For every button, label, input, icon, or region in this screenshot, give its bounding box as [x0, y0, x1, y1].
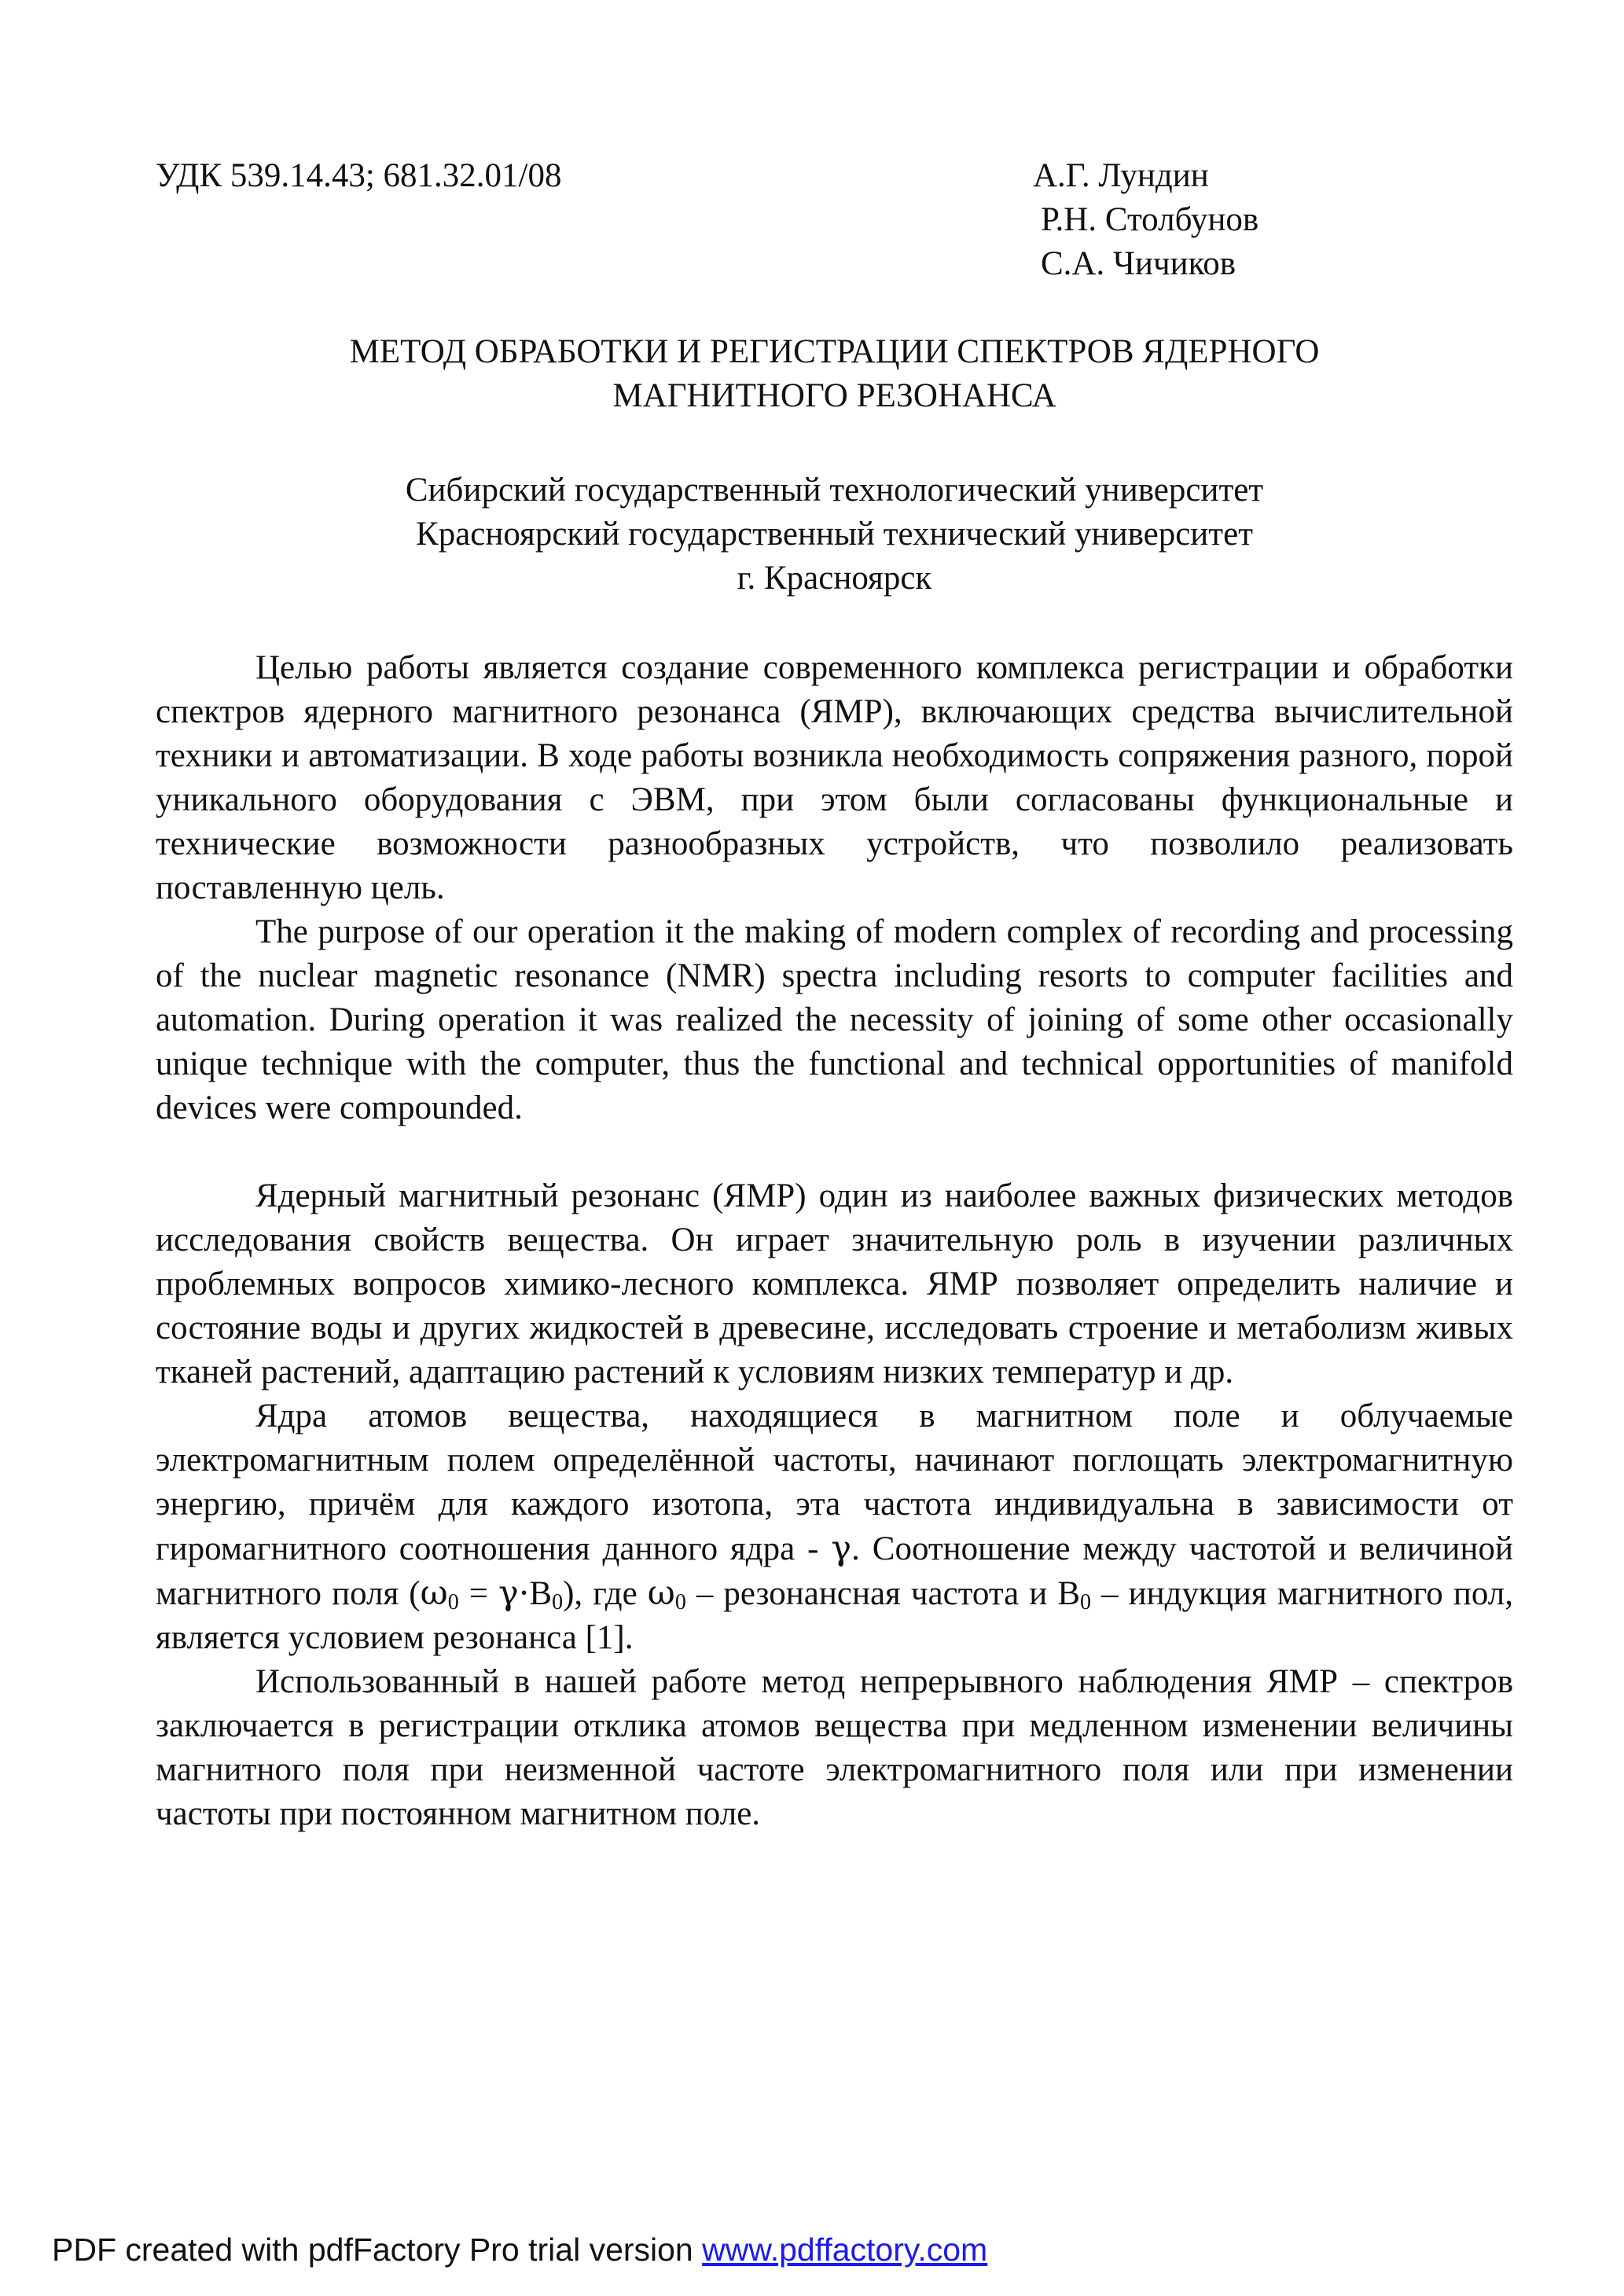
text-run: ), где	[563, 1575, 648, 1612]
text-run: Ядра атомов вещества, находящиеся в магнитном поле и облучаемые электромагнитным полем определённой частоты, начинают поглощать электромагнитную энергию, причём для каждого изотопа, эта частота индивидуальна в зависимости от гиромагнитного соотношения данного ядра -	[156, 1398, 1513, 1567]
body-paragraph: Использованный в нашей работе метод непрерывного наблюдения ЯМР – спектров заключается в регистрации отклика атомов вещества при медленном изменении величины магнитного поля при неизменной частоте электромагнитного поля или при изменении частоты при постоянном магнитном поле.	[156, 1663, 1513, 1832]
omega-symbol: ω	[647, 1574, 675, 1613]
subscript: 0	[447, 1590, 459, 1615]
text-run: – резонансная частота и	[685, 1575, 1058, 1612]
author-name: Р.Н. Столбунов	[1041, 201, 1259, 238]
affiliation	[156, 468, 1513, 601]
equals-sign: =	[458, 1575, 499, 1612]
gamma-symbol: γ	[831, 1529, 852, 1568]
abstract-russian: Целью работы является создание современного комплекса регистрации и обработки спектров ядерного магнитного резонанса (ЯМР), включающих средства вычислительной техники и автоматизации. В ходе работы возникла необходимость сопряжения разного, порой уникального оборудования с ЭВМ, при этом были согласованы функциональные и технические возможности разнообразных устройств, что позволило реализовать поставленную цель.	[156, 649, 1513, 906]
subscript: 0	[674, 1590, 686, 1615]
footer-text: PDF created with pdfFactory Pro trial version	[52, 2232, 703, 2268]
b-symbol: B	[529, 1575, 553, 1612]
abstract-english: The purpose of our operation it the making of modern complex of recording and processing of the nuclear magnetic resonance (NMR) spectra including resorts to computer facilities and automation. During operation it was realized the necessity of joining of some other occasionally unique technique with the computer, thus the functional and technical opportunities of manifold devices were compounded.	[156, 913, 1513, 1126]
body-paragraph-resonance	[156, 1394, 1513, 1660]
abstract	[156, 646, 1513, 1130]
subscript: 0	[552, 1590, 564, 1615]
paper-title-line: МАГНИТНОГО РЕЗОНАНСА	[612, 377, 1056, 414]
omega-symbol: ω	[420, 1574, 448, 1613]
gamma-dot-symbol: γ·	[498, 1574, 530, 1613]
body-paragraph: Ядерный магнитный резонанс (ЯМР) один из наиболее важных физических методов исследования свойств вещества. Он играет значительную роль в изучении различных проблемных вопросов химико-лесного комплекса. ЯМР позволяет определить наличие и состояние воды и других жидкостей в древесине, исследовать строение и метаболизм живых тканей растений, адаптацию растений к условиям низких температур и др.	[156, 1177, 1513, 1390]
udk-code: УДК 539.14.43; 681.32.01/08	[156, 157, 562, 194]
affiliation-line: Сибирский государственный технологический университет	[405, 472, 1264, 509]
affiliation-line: г. Красноярск	[737, 560, 932, 597]
text-run: . Соотношение между частотой и величиной магнитного поля (	[156, 1530, 1514, 1612]
author-name: А.Г. Лундин	[1033, 157, 1209, 194]
author-list	[1033, 154, 1258, 286]
b-symbol: B	[1057, 1575, 1081, 1612]
affiliation-line: Красноярский государственный технический университет	[416, 516, 1253, 553]
subscript: 0	[1080, 1590, 1092, 1615]
paper-title	[156, 330, 1513, 418]
pdf-watermark-footer	[52, 2229, 987, 2270]
paper-title-line: МЕТОД ОБРАБОТКИ И РЕГИСТРАЦИИ СПЕКТРОВ ЯДЕРНОГО	[349, 333, 1320, 370]
text-run: – индукция магнитного пол, является условием резонанса [1].	[156, 1575, 1513, 1656]
body-text	[156, 1174, 1513, 1836]
author-name: С.А. Чичиков	[1041, 245, 1236, 282]
pdffactory-link[interactable]: www.pdffactory.com	[702, 2232, 988, 2268]
